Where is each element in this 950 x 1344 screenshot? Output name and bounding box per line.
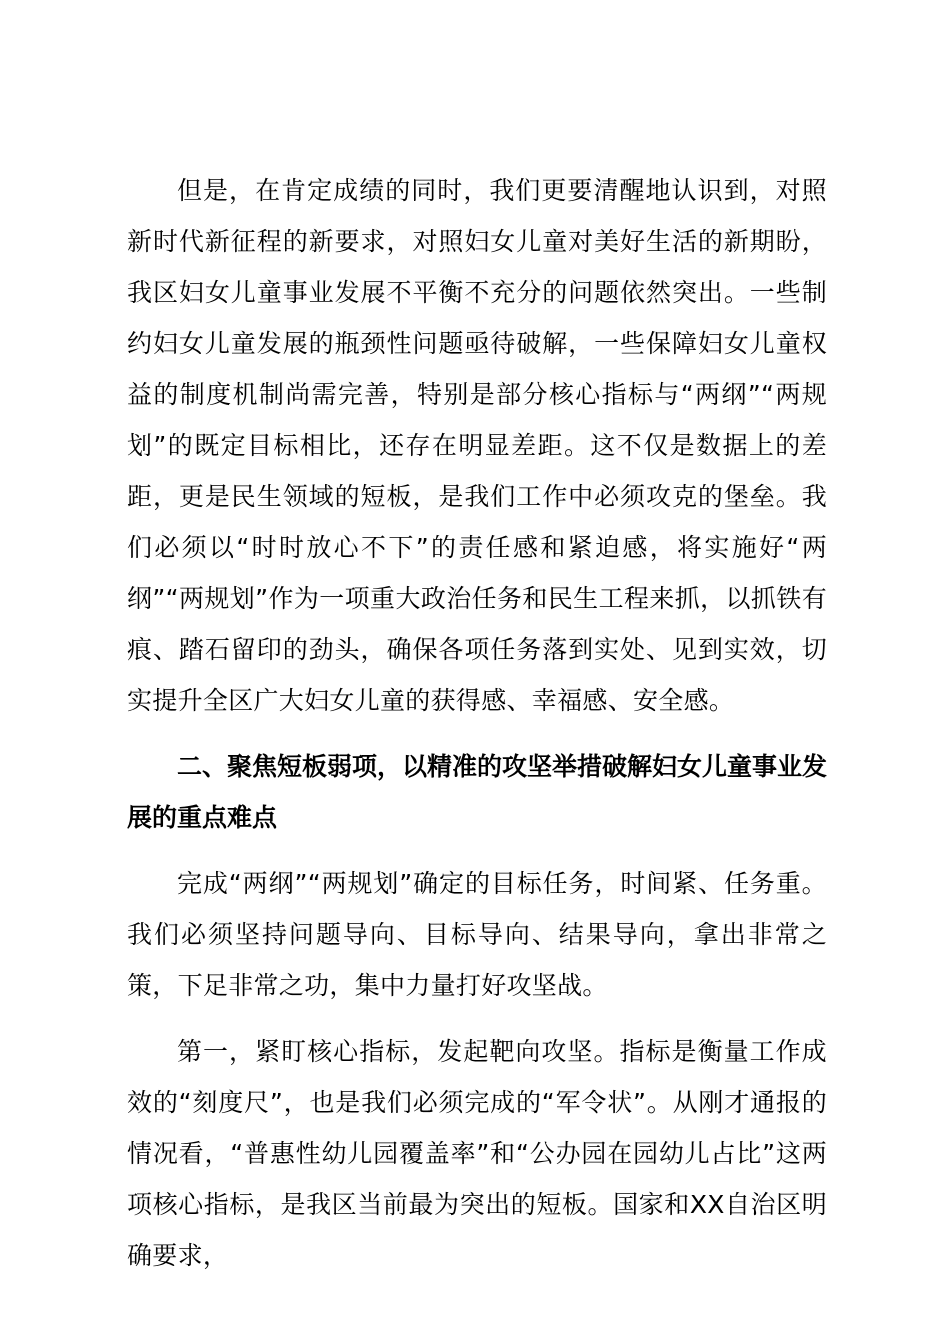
section-heading-2: 二、聚焦短板弱项，以精准的攻坚举措破解妇女儿童事业发展的重点难点: [127, 752, 828, 832]
body-paragraph-1: 但是，在肯定成绩的同时，我们更要清醒地认识到，对照新时代新征程的新要求，对照妇女儿童对美好生活的新期盼，我区妇女儿童事业发展不平衡不充分的问题依然突出。一些制约妇女儿童发展的瓶颈性问题亟待破解，一些保障妇女儿童权益的制度机制尚需完善，特别是部分核心指标与“两纲”“两规划”的既定目标相比，还存在明显差距。这不仅是数据上的差距，更是民生领域的短板，是我们工作中必须攻克的堡垒。我们必须以“时时放心不下”的责任感和紧迫感，将实施好“两纲”“两规划”作为一项重大政治任务和民生工程来抓，以抓铁有痕、踏石留印的劲头，确保各项任务落到实处、见到实效，切实提升全区广大妇女儿童的获得感、幸福感、安全感。: [127, 176, 827, 715]
body-paragraph-2: 完成“两纲”“两规划”确定的目标任务，时间紧、任务重。我们必须坚持问题导向、目标导向、结果导向，拿出非常之策，下足非常之功，集中力量打好攻坚战。: [127, 869, 827, 1000]
document-body: [127, 165, 827, 1281]
body-paragraph-3: 第一，紧盯核心指标，发起靶向攻坚。指标是衡量工作成效的“刻度尺”，也是我们必须完成的“军令状”。从刚才通报的情况看，“普惠性幼儿园覆盖率”和“公办园在园幼儿占比”这两项核心指标，是我区当前最为突出的短板。国家和XX自治区明确要求，: [127, 1037, 827, 1270]
